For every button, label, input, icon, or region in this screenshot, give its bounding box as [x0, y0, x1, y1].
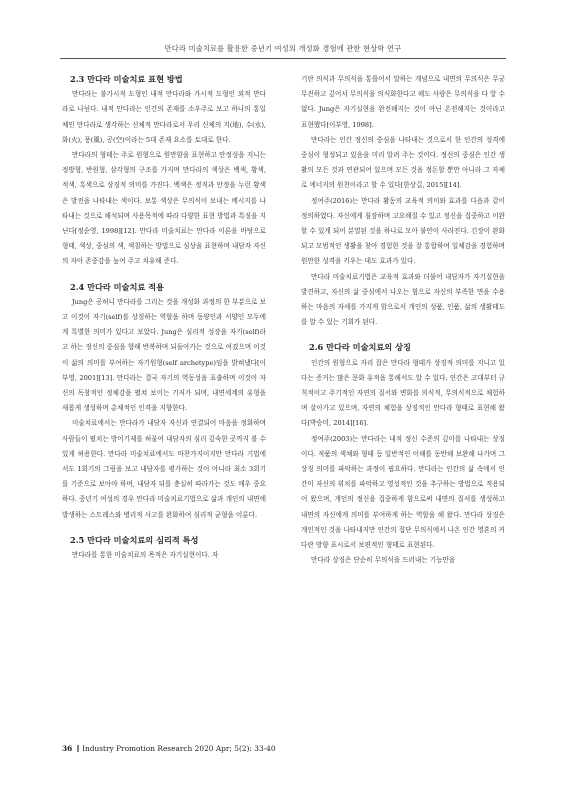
section-heading: 2.4 만다라 미술치료 적용	[70, 281, 164, 292]
body-paragraph: 정여주(2003)는 만다라는 내적 정신 수준의 깊이를 나타내는 상징이다. 작품의 색채와 형태 등 일반적인 이해를 동반해 보완해 나가며 그 상징 의미를 파악하는 과정이 필요하다. 만다라는 인간의 삶 속에서 인간이 자신의 위치를 파악하고 영성적인 것을 추구하는 방법으로 적용되어 왔으며, 개인의 정신을 집중하게 함으로써 내면의 질서를 생성하고 내면의 자신에게 의미를 부여하게 하는 역할을 해 왔다. 만다라 상징은 개인적인 것을 나타내지만 인간의 집단 무의식에서 나온 인간 영혼의 커다란 방향 표시로서 보편적인 형태로 표현된다.	[301, 434, 505, 550]
body-paragraph: Jung은 공허니 만다라를 그리는 것을 개성화 과정의 한 부분으로 보고 이것이 자기(self)를 상징하는 역할을 하며 동양인과 서양인 모두에게 특별한 의미가 있다고 보았다. Jung은 심리적 성장을 자기(self)라고 하는 정신의 중심을 향해 반복하며 되돌아가는 것으로 여겼으며 이것이 삶의 의미를 부여하는 자기원형(self archetype)임을 밝혀냈다[이부영, 2001][13]. 만다라는 결국 자기의 역동성을 표출하며 이것이 자신의 독창적인 정체감을 펼쳐 보이는 기저가 되며, 내면세계의 유형을 새롭게 생성하며 총체적인 인격을 지향한다.	[62, 297, 266, 413]
section-heading: 2.3 만다라 미술치료 표현 방법	[70, 74, 183, 84]
body-paragraph: 만다라 상징은 단순히 무의식을 드러내는 기능만을	[311, 556, 456, 565]
page-number: 36	[62, 744, 73, 753]
body-paragraph: 만다라의 형태는 주로 원형으로 원만함을 표현하고 안정성을 지니는 정방형, 반원형, 삼각형의 구조를 가지며 만다라의 색상은 백색, 황색, 적색, 흑색으로 상징적 의미를 가진다. 백색은 정직과 안정을 누런 황색은 발전을 나타내는 색이다. 보통 색상은 무의식이 보내는 메시지를 나타내는 것으로 해석되며 사용목적에 따라 다양한 표현 방법과 특징을 지닌다[정순영, 1998][12]. 만다라 미술치료는 만다라 이론을 바탕으로 형태, 색상, 중심의 색, 색칠하는 방법으로 심상을 표현하며 내담자 자신의 자아 존중감을 높여 주고 치유해 준다.	[62, 151, 266, 266]
section-gap	[62, 523, 266, 533]
body-paragraph: 만다라를 통한 미술치료의 목적은 자기실현이다. 자	[72, 551, 219, 560]
body-paragraph: 미술치료에서는 만다라가 내담자 자신과 연결되어 마음을 정화하며 사람들이 펼치는 방어기제를 허물어 내담자의 심리 깊숙한 곳까지 볼 수 있게 허용한다. 만다라 미술치료에서도 마찬가지이지만 만다라 기법에서도 1회기의 그림을 보고 내담자를 평가하는 것이 아니라 최소 3회기를 기준으로 보아야 하며, 내담자 뒤를 충실히 따라가는 것도 매우 중요하다. 중년기 여성의 경우 만다라 미술치료기법으로 삶과 개인의 내면에 발생하는 스트레스와 병리적 사고를 완화하여 심리적 균형을 이룬다.	[62, 419, 266, 519]
body-paragraph: 정여주(2016)는 만다라 활동의 교육적 의미와 효과를 다음과 같이 정의하였다. 자신에게 침잠하며 고요해질 수 있고 정신을 집중하고 이완할 수 있게 되어 분열된 것을 하나로 모아 불안이 사라진다. 긴장이 완화되고 모범적인 생활을 찾아 경험한 것을 잘 통합하여 일체감을 경험하며 원만한 성격을 키우는 데도 효과가 있다.	[301, 196, 505, 266]
page-footer	[62, 744, 276, 753]
section-gap	[301, 330, 505, 340]
running-title: 만다라 미술치료를 활용한 중년기 여성의 개성화 경험에 관한 현상학 연구	[164, 44, 402, 53]
left-column	[62, 72, 266, 563]
section-heading: 2.6 만다라 미술치료의 상징	[309, 342, 411, 353]
right-column	[301, 72, 505, 569]
section-gap	[62, 270, 266, 280]
body-paragraph: 만다라는 인간 정신의 중심을 나타내는 것으로서 한 인간의 성격에 중심이 형성되고 있음을 미리 알려 주는 것이다. 정신의 중심은 인간 생활의 모든 것과 연관되어 있으며 모든 것을 정돈할 뿐만 아니라 그 자체로 에너지의 원천이라고 할 수 있다[한상길, 2015][14].	[301, 135, 505, 190]
body-paragraph: 기란 의식과 무의식을 통틀어서 말하는 개념으로 내면의 무의식은 무궁무진하고 깊어서 무의식을 의식화한다고 해도 사람은 무의식을 다 알 수 없다. Jung은 자기실현을 완전해지는 것이 아닌 온전해지는 것이라고 표현했다[이부영, 1998].	[301, 75, 505, 129]
footer-separator: ∥	[76, 744, 80, 753]
journal-citation: Industry Promotion Research 2020 Apr; 5(2): 33-40	[82, 744, 276, 753]
section-heading: 2.5 만다라 미술치료의 심리적 특성	[70, 534, 199, 545]
body-paragraph: 만다라 미술치료기법은 교육적 효과와 더불어 내담자가 자기실현을 발견하고, 자신의 삶 중심에서 나오는 힘으로 자신의 부족한 면을 수용하는 마음의 자세를 가지게 함으로서 개인의 성품, 인품, 삶의 생활태도를 알 수 있는 기회가 된다.	[301, 272, 505, 327]
body-paragraph: 만다라는 불가시적 도형인 내적 만다라와 가시적 도형인 외적 만다라로 나뉜다. 내적 만다라는 인간의 존재를 소우주로 보고 하나의 통일체인 만다라로 생각하는 신체적 만다라로서 우리 신체의 지(地), 수(水), 화(火), 풍(風), 공(空)이라는 5대 존재 요소를 토대로 한다.	[62, 90, 266, 144]
body-paragraph: 인간의 원형으로 자리 잡은 만다라 형태가 상징적 의미를 지니고 있다는 증거는 많은 문화 유적을 통해서도 알 수 있다. 인간은 고대부터 규칙적이고 주기적인 자연의 질서와 변화를 의식적, 무의식적으로 체험하며 살아가고 있으며, 자연의 체험을 상징적인 만다라 형태로 표현해 왔다[박승미, 2014][16].	[301, 358, 505, 428]
header-rule	[60, 58, 506, 59]
